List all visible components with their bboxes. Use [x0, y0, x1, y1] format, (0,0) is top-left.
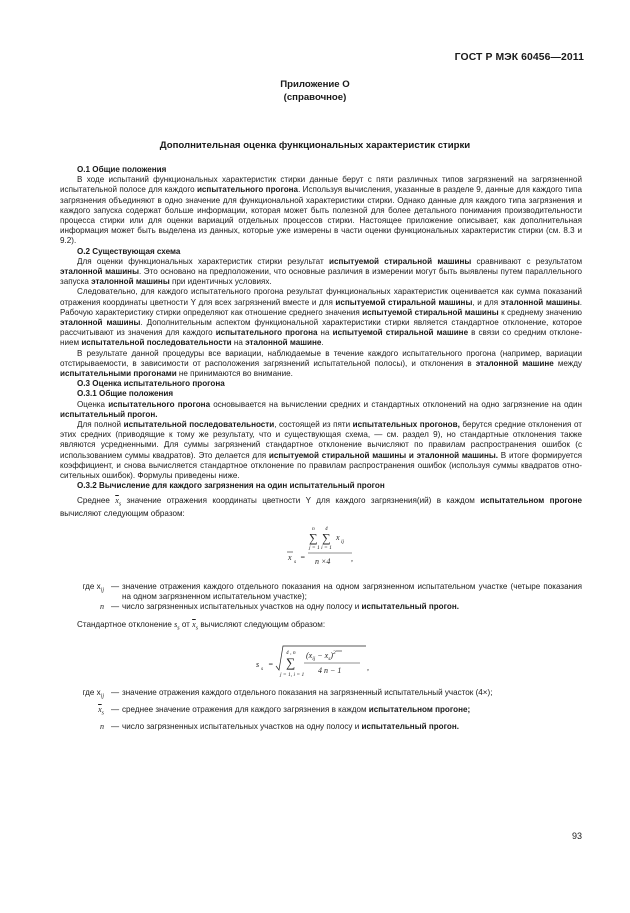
formula2-sigma: ∑	[286, 654, 296, 670]
formula1-sigma-inner: ∑	[322, 530, 331, 545]
heading-o1: О.1 Общие положения	[77, 165, 167, 174]
formula-std-svg	[60, 640, 582, 688]
paragraph-std: Стандартное отклонение $s_s$ от $\overline{x}_s$ вычисляют следующим образом:	[77, 620, 326, 632]
formula1-sum-top-outer: n	[312, 525, 315, 532]
standard-header: ГОСТ Р МЭК 60456—2011	[454, 52, 584, 63]
document-body	[60, 165, 582, 732]
paragraph-o31-1: Оценка испытательного прогона основывается на вычислении средних и стандартных отклонений на одно загрязнение на один испытательный прогон.	[60, 399, 583, 419]
formula2-denominator: 4 n − 1	[318, 665, 342, 675]
heading-o31: О.3.1 Общие положения	[77, 389, 174, 399]
formula1-equals: =	[300, 552, 306, 562]
paragraph-o2-2: Следовательно, для каждого испытательного прогона результат функциональных характеристик оценивается как сумма показаний отражения координаты цветности Y для всех загрязнений вместе и для испытуемой стиральной машины, и для эталонной машины. Рабочую характеристику стирки определяют как отношение среднего значения испытуемой стиральной машины к среднему значению эталонной машины. Дополнительным аспектом функциональной характеристики стирки является стандартное отклонение, которое рассчитывают из значения для каждого испытательного прогона на испытуемой стиральной машине в связи со средним отклонением испытательной последовательности на эталонной машине.	[60, 287, 583, 348]
legend2-row3: n — число загрязненных испытательных участков на одну полосу и испытательный прогон.	[99, 721, 459, 731]
formula2-sum-bot: j = 1, i = 1	[280, 671, 305, 678]
formula1-sum-bot: j = 1 i = 1	[309, 544, 332, 551]
formula1-sigma-outer: ∑	[309, 530, 318, 545]
formula2-lhs: s	[256, 659, 260, 669]
heading-o3: О.3 Оценка испытательного прогона	[77, 379, 225, 389]
formula1-term: x	[336, 532, 340, 542]
formula1-sum-top-inner: 4	[325, 525, 328, 532]
paragraph-o2-1: Для оценки функциональных характеристик стирки результат испытуемой стиральной машины сравнивают с результатом эталонной машины. Это основано на предположении, что основные различия в измерении могут быть выявлены путем параллельного запуска эталонной машины при идентичных условиях.	[60, 256, 583, 287]
formula-mean	[60, 524, 582, 580]
page-number: 93	[571, 831, 582, 841]
paragraph-o31-2: Для полной испытательной последовательности, состоящей из пяти испытательных прогонов, берутся средние отклонения от этих средних (приводящие к тому же результату, что и существующая схема, — см. раздел 9), но стандартные отклонения также являются усредненными. Для суммы загрязнений стандартное отклонение вычисляют по правилам распространения ошибок (с использованием суммы квадратов). Это делается для испытуемой стиральной машины и эталонной машины. В итоге формируется коэффициент, и снова вычисляется стандартное отклонение по правилам распространения ошибок (используя суммы квадратов относительных ошибок). Формулы приведены ниже.	[60, 420, 582, 481]
heading-o2: О.2 Существующая схема	[77, 246, 181, 256]
formula1-term-sub: ij	[341, 538, 345, 545]
formula-mean-svg	[60, 524, 582, 580]
formula2-tail: ,	[367, 662, 369, 672]
legend2-row1: где $x_{ij}$ — значение отражения каждого отдельного показания на загрязненный испытательный участок (4×);	[82, 687, 493, 700]
formula1-denominator: n ×4	[315, 556, 331, 566]
appendix-note: (справочное)	[283, 92, 347, 103]
paragraph-o2-3: В результате данной процедуры все вариации, наблюдаемые в течение каждого испытательного прогона (например, вариации отстирываемости, в зависимости от расположения загрязнений испытательной полосы), и отклонения в эталонной машине между испытательными прогонами не принимаются во внимание.	[60, 348, 582, 379]
formula2-sum-top: 4 , n	[286, 649, 296, 656]
formula2-equals: =	[268, 659, 274, 669]
legend2-row2: $\overline{x}_s$ — среднее значение отражения для каждого загрязнения в каждом испытательном прогоне;	[98, 704, 471, 717]
paragraph-o1: В ходе испытаний функциональных характеристик стирки данные берут с пяти различных типов загрязнений на загрязненной испытательной полосе для каждого испытательного прогона. Используя вычисления, указанные в разделе 9, данные для каждого типа загрязнения объединяют в одно значение для функциональной характеристики стирки. Однако данные для каждого типа загрязнения и каждого запуска содержат больше информации, которая может быть полезной для более детального понимания производительности процесса стирки или для оценки вариаций отдельных процессов стирки. Настоящее приложение описывает, как дополнительная информация может быть выделена из данных, которые уже измерены в части оценки функциональных характеристик стирки (см. 8.3 и 9.2).	[60, 175, 582, 246]
appendix-title: Приложение О	[280, 79, 350, 90]
formula1-tail: ,	[351, 553, 353, 563]
formula2-numerator: $(x_{ij} - x_s)^2$	[306, 649, 336, 662]
formula1-lhs: x	[288, 552, 292, 562]
legend1-row1: где $x_{ij}$ — значение отражения каждого отдельного показания на одном загрязненном испытательном участке (четыре показания на одном загрязненном испытательном участке);	[82, 581, 582, 601]
paragraph-o32-1: Среднее $\overline{x}_s$ значение отражения координаты цветности Y для каждого загрязнения(ий) в каждом испытательном прогоне вычисляют следующим образом:	[60, 495, 582, 519]
formula1-lhs-sub: s	[294, 558, 297, 565]
section-title: Дополнительная оценка функциональных характеристик стирки	[159, 140, 471, 151]
formula-std	[60, 640, 582, 688]
heading-o32: О.3.2 Вычисление для каждого загрязнения на один испытательный прогон	[77, 481, 385, 491]
formula2-lhs-sub: s	[261, 665, 264, 672]
legend1-row2: n — число загрязненных испытательных участков на одну полосу и испытательный прогон.	[99, 601, 459, 611]
